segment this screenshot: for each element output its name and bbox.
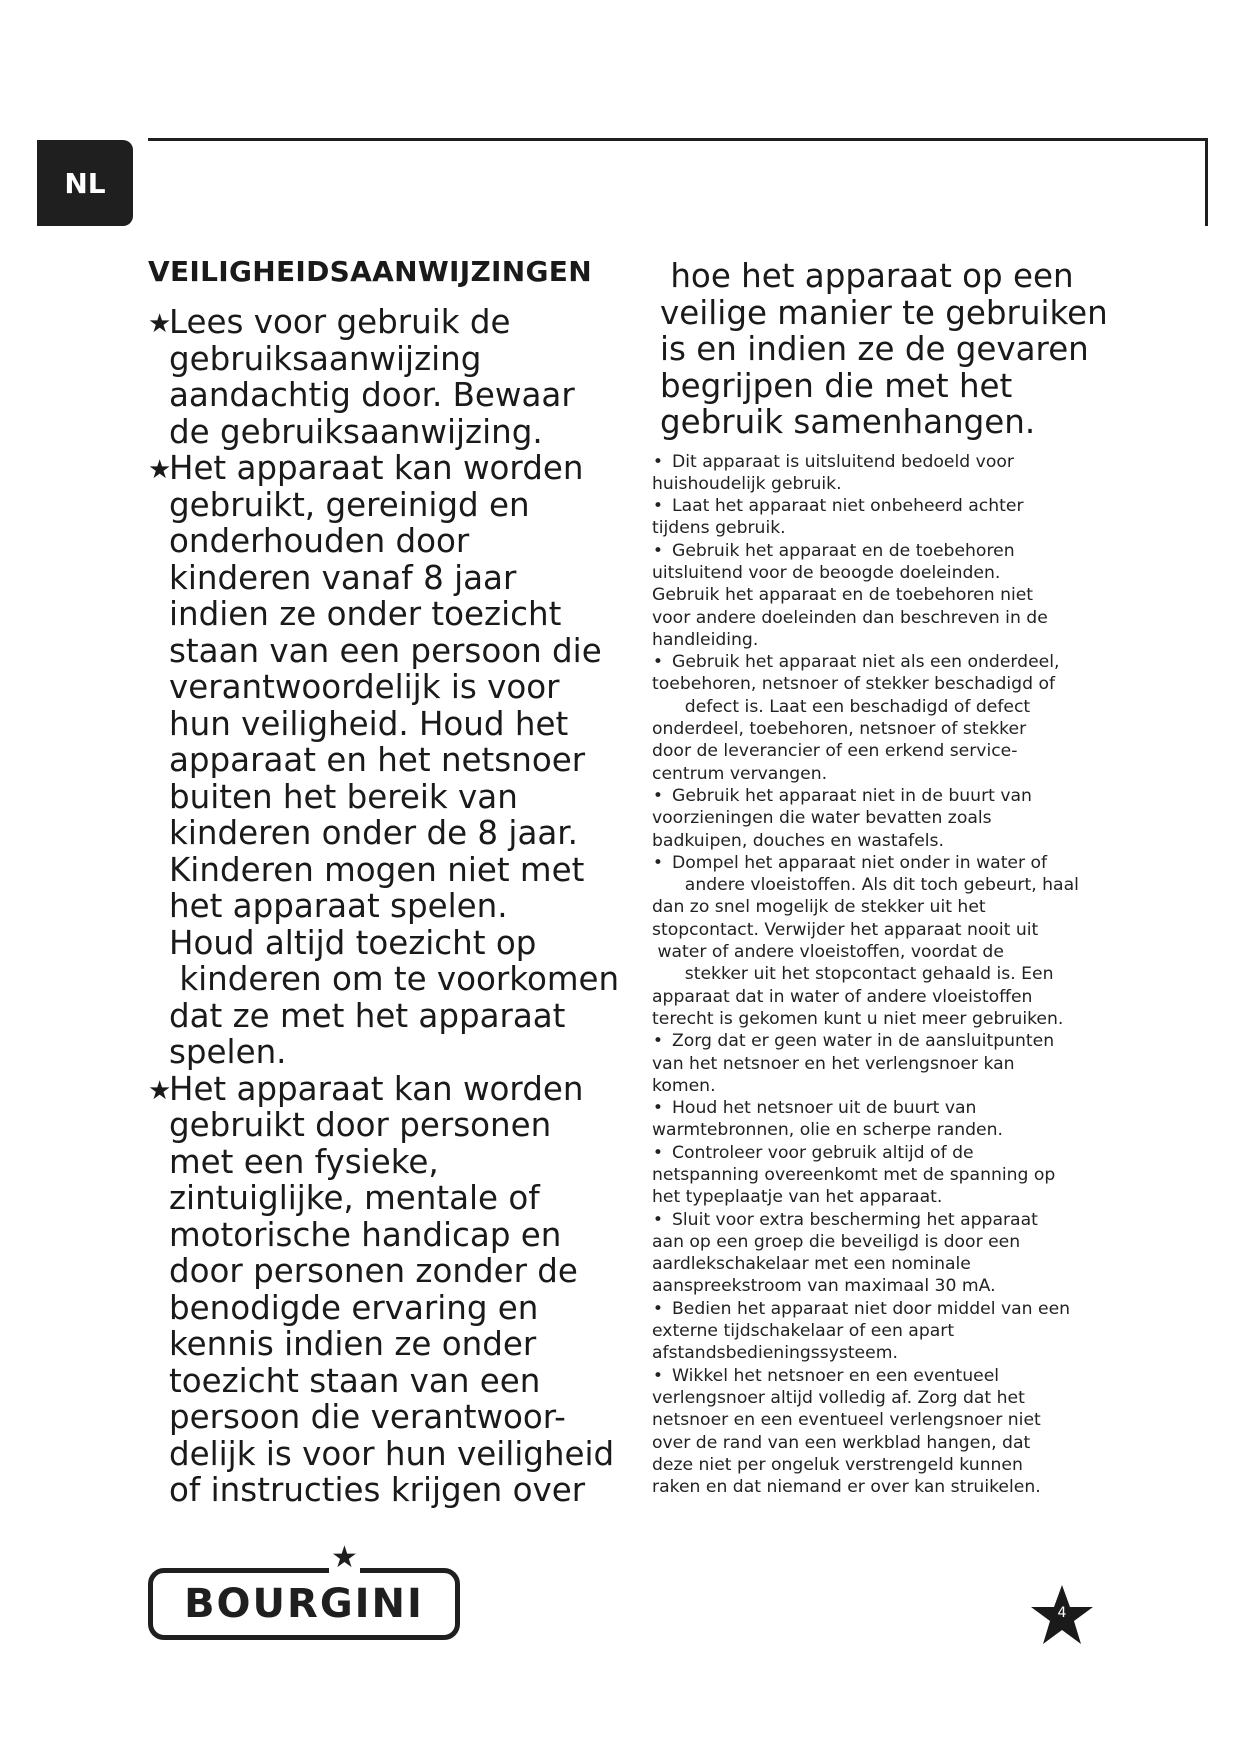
safety-item <box>148 449 620 1071</box>
safety-item-line: Het apparaat kan worden <box>169 1069 584 1108</box>
safety-item-line: verantwoordelijk is voor <box>169 668 560 706</box>
safety-item-line: Lees voor gebruik de <box>169 303 511 341</box>
bullet-line: huishoudelijk gebruik. <box>652 473 842 494</box>
safety-item-line: toezicht staan van een <box>169 1361 541 1400</box>
bullet-line: aardlekschakelaar met een nominale <box>652 1254 971 1275</box>
bullet-dot-icon: • <box>652 540 664 561</box>
safety-item-line: onderhouden door <box>169 522 470 560</box>
safety-item-line: persoon die verantwoor- <box>169 1398 566 1436</box>
safety-item-line: zintuiglijke, mentale of <box>169 1179 540 1217</box>
bullet-line: Dompel het apparaat niet onder in water of <box>672 852 1048 873</box>
bullet-dot-icon: • <box>652 1142 664 1163</box>
star-bullet-icon: ★ <box>148 309 172 339</box>
bullet-line: aan op een groep die beveiligd is door een <box>652 1231 1021 1252</box>
bullet-line: andere vloeistoffen. Als dit toch gebeurt, haal <box>652 875 1079 896</box>
bullet-dot-icon: • <box>652 1031 664 1052</box>
bullet-line: water of andere vloeistoffen, voordat de <box>652 942 1004 963</box>
bullet-line: netspanning overeenkomt met de spanning op <box>652 1165 1056 1185</box>
safety-item <box>148 1069 615 1509</box>
logo-star-icon: ★ <box>331 1540 358 1575</box>
bullet-line: voor andere doeleinden dan beschreven in de <box>652 607 1048 628</box>
bullet-item <box>652 540 1092 651</box>
bullet-line: defect is. Laat een beschadigd of defect <box>652 696 1031 717</box>
safety-item-line: dat ze met het apparaat <box>169 996 566 1035</box>
safety-item-line: apparaat en het netsnoer <box>169 741 586 779</box>
bullet-line: badkuipen, douches en wastafels. <box>652 830 944 851</box>
bullet-line: komen. <box>652 1075 716 1096</box>
bullet-line: Gebruik het apparaat niet in de buurt van <box>672 785 1032 806</box>
bullet-line: Gebruik het apparaat niet als een onderdeel, <box>672 652 1060 673</box>
bullet-dot-icon: • <box>652 1209 664 1230</box>
safety-item-line: het apparaat spelen. <box>169 887 508 925</box>
bullet-line: verlengsnoer altijd volledig af. Zorg dat het <box>652 1387 1025 1408</box>
bullet-line: centrum vervangen. <box>652 763 828 784</box>
safety-item-line: de gebruiksaanwijzing. <box>169 412 543 451</box>
bullet-line: Houd het netsnoer uit de buurt van <box>672 1098 977 1119</box>
safety-item <box>148 304 608 450</box>
bullet-item <box>652 1097 1092 1142</box>
bullet-line: door de leverancier of een erkend service- <box>652 741 1018 762</box>
logo-text: BOURGINI <box>184 1581 424 1627</box>
left-column <box>148 255 620 1509</box>
continued-text <box>652 257 1108 441</box>
safety-item-line: met een fysieke, <box>169 1142 439 1181</box>
bullet-item <box>652 451 1092 496</box>
bullet-item <box>652 1298 1092 1365</box>
safety-item-line: delijk is voor hun veiligheid <box>169 1434 615 1473</box>
bullet-dot-icon: • <box>652 451 664 472</box>
safety-item-line: buiten het bereik van <box>169 777 518 816</box>
bullet-dot-icon: • <box>652 1365 664 1386</box>
bullet-line: van het netsnoer en het verlengsnoer kan <box>652 1053 1015 1074</box>
bourgini-logo <box>148 1540 460 1640</box>
bullet-item <box>652 1142 1092 1209</box>
safety-item-line: benodigde ervaring en <box>169 1288 539 1327</box>
bullet-dot-icon: • <box>652 785 664 806</box>
bullet-line: toebehoren, netsnoer of stekker beschadigd of <box>652 674 1056 695</box>
bullet-line: Sluit voor extra bescherming het apparaat <box>672 1209 1038 1230</box>
bullet-line: uitsluitend voor de beoogde doeleinden. <box>652 562 1001 583</box>
right-column <box>652 257 1108 1498</box>
left-items <box>148 303 620 1509</box>
safety-item-line: gebruikt, gereinigd en <box>169 485 530 524</box>
bullet-item <box>652 852 1092 1030</box>
continued-line: veilige manier te gebruiken <box>660 293 1108 332</box>
bullet-line: afstandsbedieningssysteem. <box>652 1343 898 1364</box>
bullet-line: Wikkel het netsnoer en een eventueel <box>672 1365 1000 1386</box>
bullet-line: stekker uit het stopcontact gehaald is. Een <box>652 964 1054 985</box>
bullet-line: Controleer voor gebruik altijd of de <box>672 1142 974 1163</box>
bullet-line: netsnoer en een eventueel verlengsnoer niet <box>652 1410 1041 1431</box>
bullet-line: Gebruik het apparaat en de toebehoren niet <box>652 585 1034 606</box>
safety-item-line: gebruikt door personen <box>169 1106 552 1144</box>
bullet-line: Bedien het apparaat niet door middel van een <box>672 1298 1071 1319</box>
safety-item-line: spelen. <box>169 1033 287 1071</box>
safety-item-line: door personen zonder de <box>169 1252 578 1290</box>
bullet-item <box>652 495 1092 540</box>
safety-item-line: Kinderen mogen niet met <box>169 850 585 889</box>
bullet-item <box>652 1030 1092 1097</box>
bullet-dot-icon: • <box>652 652 664 673</box>
safety-item-line: gebruiksaanwijzing <box>169 339 482 378</box>
safety-item-line: Houd altijd toezicht op <box>169 923 537 962</box>
continued-line: hoe het apparaat op een <box>660 257 1074 295</box>
bullet-line: dan zo snel mogelijk de stekker uit het <box>652 897 986 918</box>
bullet-line: onderdeel, toebehoren, netsnoer of stekker <box>652 719 1027 740</box>
star-bullet-icon: ★ <box>148 455 172 485</box>
bullet-line: handleiding. <box>652 629 759 650</box>
bullet-line: voorzieningen die water bevatten zoals <box>652 808 992 829</box>
bullet-line: externe tijdschakelaar of een apart <box>652 1321 955 1342</box>
bullet-line: apparaat dat in water of andere vloeistoffen <box>652 986 1033 1007</box>
safety-item-line: hun veiligheid. Houd het <box>169 704 569 743</box>
bullet-line: Zorg dat er geen water in de aansluitpunten <box>672 1031 1055 1052</box>
continued-line: begrijpen die met het <box>660 366 1013 405</box>
safety-item-line: aandachtig door. Bewaar <box>169 376 575 414</box>
bullet-line: stopcontact. Verwijder het apparaat nooit uit <box>652 919 1039 940</box>
bullet-item <box>652 1365 1092 1499</box>
continued-line: gebruik samenhangen. <box>660 403 1036 441</box>
star-bullet-icon: ★ <box>148 1075 172 1106</box>
safety-item-line: kinderen om te voorkomen <box>169 960 620 998</box>
top-rule <box>148 138 1208 141</box>
right-rule <box>1205 138 1208 226</box>
bullet-item <box>652 785 1092 852</box>
safety-item-line: kennis indien ze onder <box>169 1325 537 1363</box>
bullet-dot-icon: • <box>652 496 664 517</box>
bullet-line: het typeplaatje van het apparaat. <box>652 1187 943 1208</box>
bullet-line: warmtebronnen, olie en scherpe randen. <box>652 1120 1003 1141</box>
safety-item-line: motorische handicap en <box>169 1215 562 1254</box>
safety-item-line: Het apparaat kan worden <box>169 449 584 487</box>
safety-item-line: indien ze onder toezicht <box>169 595 562 633</box>
bullet-item <box>652 651 1092 785</box>
page-number: 4 <box>1057 1605 1067 1621</box>
bullet-dot-icon: • <box>652 1298 664 1319</box>
bullet-dot-icon: • <box>652 852 664 873</box>
bullet-line: terecht is gekomen kunt u niet meer gebruiken. <box>652 1008 1064 1029</box>
language-tab <box>37 140 133 226</box>
bullet-line: tijdens gebruik. <box>652 518 786 539</box>
bullet-item <box>652 1209 1092 1298</box>
bullet-line: aanspreekstroom van maximaal 30 mA. <box>652 1276 996 1297</box>
bullet-line: over de rand van een werkblad hangen, dat <box>652 1432 1031 1453</box>
section-heading: VEILIGHEIDSAANWIJZINGEN <box>148 255 592 288</box>
bullet-line: Laat het apparaat niet onbeheerd achter <box>672 496 1024 517</box>
bullet-dot-icon: • <box>652 1098 664 1119</box>
safety-item-line: kinderen onder de 8 jaar. <box>169 814 578 852</box>
safety-item-line: kinderen vanaf 8 jaar <box>169 558 517 597</box>
bullet-line: Dit apparaat is uitsluitend bedoeld voor <box>672 451 1014 472</box>
bullet-line: deze niet per ongeluk verstrengeld kunnen <box>652 1454 1023 1475</box>
bullet-list <box>652 451 1092 1499</box>
continued-line: is en indien ze de gevaren <box>660 330 1089 368</box>
bullet-line: Gebruik het apparaat en de toebehoren <box>672 540 1015 561</box>
safety-item-line: of instructies krijgen over <box>169 1471 586 1509</box>
language-label: NL <box>64 166 106 200</box>
safety-item-line: staan van een persoon die <box>169 631 602 670</box>
bullet-line: raken en dat niemand er over kan struikelen. <box>652 1477 1041 1498</box>
